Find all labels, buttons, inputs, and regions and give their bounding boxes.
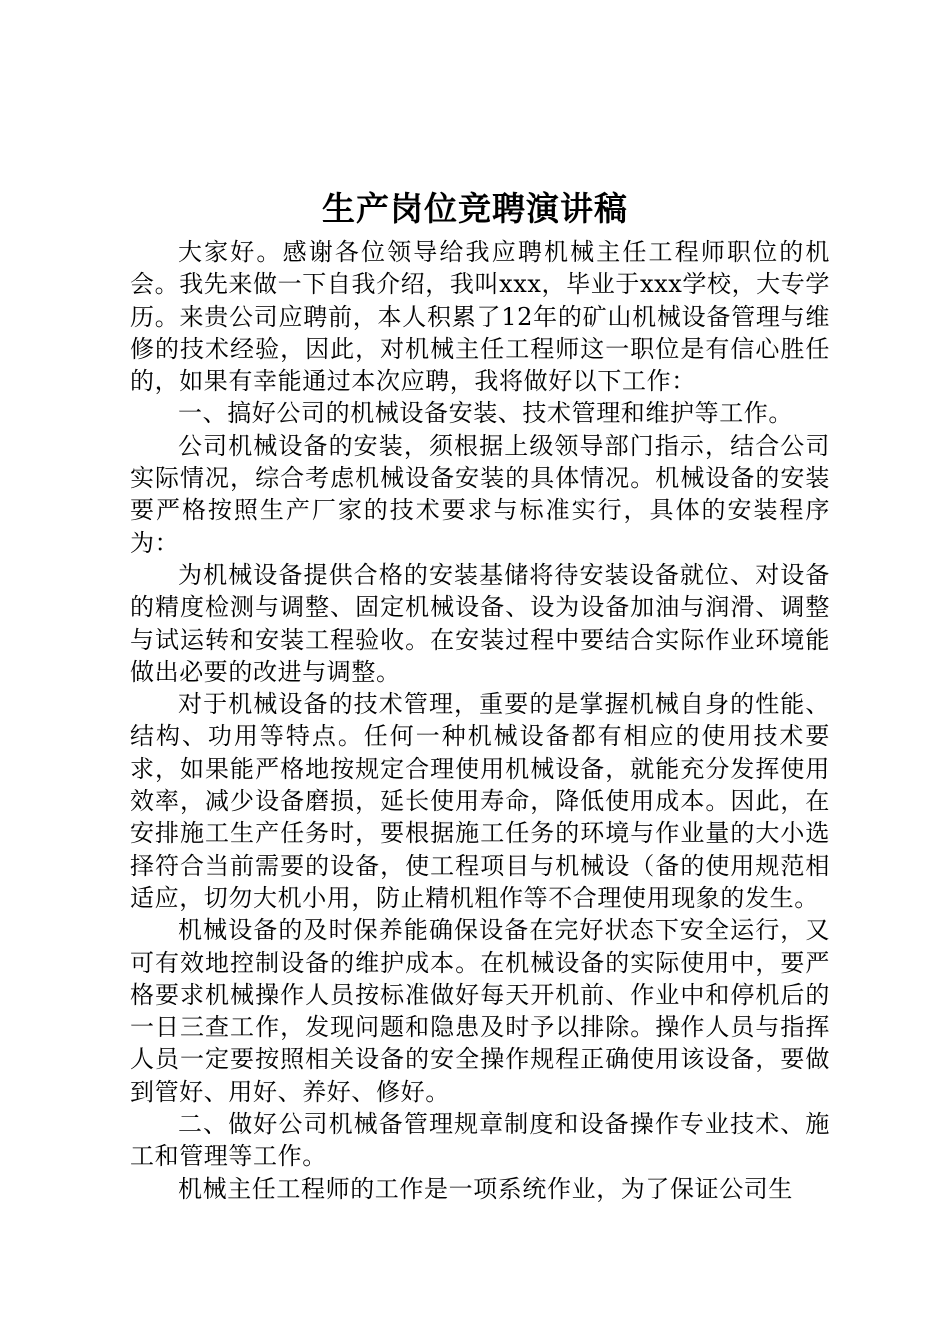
paragraph-section-two-heading: 二、做好公司机械备管理规章制度和设备操作专业技术、施工和管理等工作。: [130, 1110, 830, 1171]
document-title: 生产岗位竞聘演讲稿: [322, 189, 628, 228]
paragraph-maintenance: 机械设备的及时保养能确保设备在完好状态下安全运行，又可有效地控制设备的维护成本。在机械设备的实际使用中，要严格要求机械操作人员按标准做好每天开机前、作业中和停机后的一日三查工作，发现问题和隐患及时予以排除。操作人员与指挥人员一定要按照相关设备的安全操作规程正确使用该设备，要做到管好、用好、养好、修好。: [130, 916, 830, 1106]
paragraph-engineer-work: 机械主任工程师的工作是一项系统作业，为了保证公司生: [178, 1174, 793, 1203]
paragraph-section-one-heading: 一、搞好公司的机械设备安装、技术管理和维护等工作。: [178, 399, 793, 428]
paragraph-technical-management: 对于机械设备的技术管理，重要的是掌握机械自身的性能、结构、功用等特点。任何一种机械设备都有相应的使用技术要求，如果能严格地按规定合理使用机械设备，就能充分发挥使用效率，减少设备磨损，延长使用寿命，降低使用成本。因此，在安排施工生产任务时，要根据施工任务的环境与作业量的大小选择符合当前需要的设备，使工程项目与机械设（备的使用规范相适应，切勿大机小用，防止精机粗作等不合理使用现象的发生。: [130, 690, 830, 912]
paragraph-intro: 大家好。感谢各位领导给我应聘机械主任工程师职位的机会。我先来做一下自我介绍，我叫xxx，毕业于xxx学校，大专学历。来贵公司应聘前，本人积累了12年的矿山机械设备管理与维修的技术经验，因此，对机械主任工程师这一职位是有信心胜任的，如果有幸能通过本次应聘，我将做好以下工作：: [130, 238, 830, 396]
paragraph-installation: 公司机械设备的安装，须根据上级领导部门指示，结合公司实际情况，综合考虑机械设备安装的具体情况。机械设备的安装要严格按照生产厂家的技术要求与标准实行，具体的安装程序为：: [130, 431, 830, 557]
paragraph-installation-steps: 为机械设备提供合格的安装基储将待安装设备就位、对设备的精度检测与调整、固定机械设备、设为设备加油与润滑、调整与试运转和安装工程验收。在安装过程中要结合实际作业环境能做出必要的改进与调整。: [130, 560, 830, 686]
document-body: [130, 236, 830, 1205]
